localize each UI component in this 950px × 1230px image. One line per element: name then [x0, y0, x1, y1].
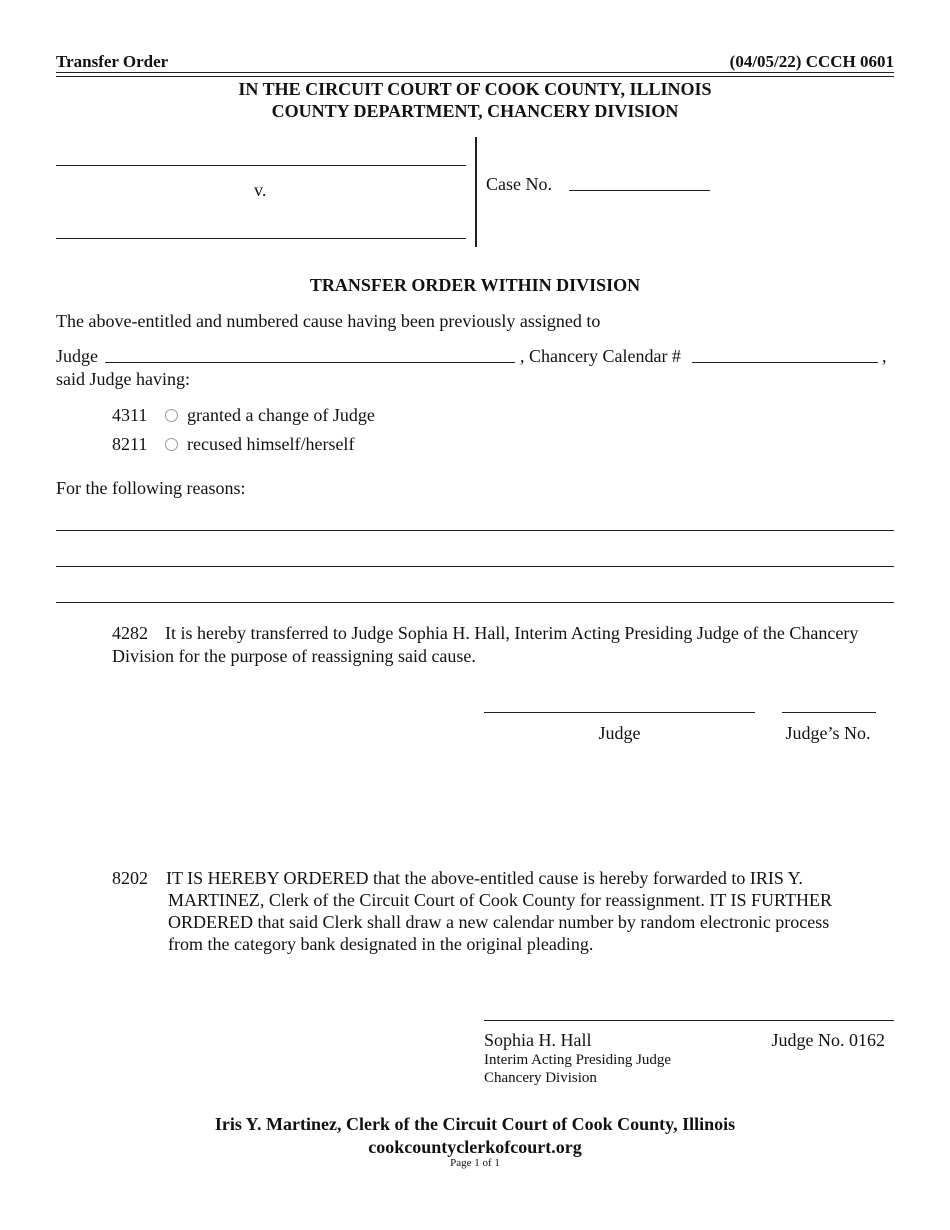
transfer-text-line2: Division for the purpose of reassigning said cause. — [112, 646, 476, 666]
reasons-line-2[interactable] — [56, 566, 894, 567]
court-division: COUNTY DEPARTMENT, CHANCERY DIVISION — [271, 101, 679, 121]
form-title: Transfer Order — [56, 52, 169, 71]
option-label-recused: recused himself/herself — [187, 434, 355, 454]
order-title: TRANSFER ORDER WITHIN DIVISION — [309, 275, 641, 295]
footer-website[interactable]: cookcountyclerkofcourt.org — [368, 1137, 582, 1157]
judge-number-label: Judge’s No. — [785, 723, 871, 743]
judge-number-line[interactable] — [782, 712, 876, 713]
header-rule-top — [56, 72, 894, 73]
form-code: (04/05/22) CCCH 0601 — [729, 52, 894, 71]
transfer-text-line1: It is hereby transferred to Judge Sophia H. Hall, Interim Acting Presiding Judge of the Chancery — [165, 623, 859, 643]
forward-text-line1: IT IS HEREBY ORDERED that the above-entitled cause is hereby forwarded to IRIS Y. — [166, 868, 803, 888]
caption-divider — [475, 137, 477, 247]
versus-label: v. — [254, 180, 267, 200]
reasons-label: For the following reasons: — [56, 478, 246, 498]
radio-change-of-judge[interactable] — [165, 409, 178, 422]
transfer-code: 4282 — [112, 623, 148, 643]
forward-code: 8202 — [112, 868, 148, 888]
intro-text: The above-entitled and numbered cause having been previously assigned to — [56, 311, 601, 331]
court-name: IN THE CIRCUIT COURT OF COOK COUNTY, ILLINOIS — [238, 79, 712, 99]
signer-title: Interim Acting Presiding Judge — [484, 1052, 672, 1068]
judge-signature-line[interactable] — [484, 712, 755, 713]
plaintiff-field[interactable] — [56, 165, 466, 166]
signer-judge-no: Judge No. 0162 — [771, 1030, 885, 1050]
reasons-line-1[interactable] — [56, 530, 894, 531]
presiding-judge-signature-line[interactable] — [484, 1020, 894, 1021]
reasons-line-3[interactable] — [56, 602, 894, 603]
option-label-change-of-judge: granted a change of Judge — [187, 405, 375, 425]
forward-text-line2: MARTINEZ, Clerk of the Circuit Court of Cook County for reassignment. IT IS FURTHER — [168, 890, 832, 910]
radio-recused[interactable] — [165, 438, 178, 451]
forward-text-line3: ORDERED that said Clerk shall draw a new calendar number by random electronic process — [168, 912, 830, 932]
judge-name-field[interactable] — [105, 362, 515, 363]
case-no-field[interactable] — [569, 190, 710, 191]
option-code-8211: 8211 — [112, 434, 148, 454]
page-number: Page 1 of 1 — [450, 1157, 500, 1169]
signer-division: Chancery Division — [484, 1070, 597, 1086]
case-no-label: Case No. — [486, 174, 552, 194]
header-rule-bottom — [56, 76, 894, 77]
calendar-label: , Chancery Calendar # — [520, 346, 681, 366]
trailing-comma: , — [882, 346, 887, 366]
forward-text-line4: from the category bank designated in the original pleading. — [168, 934, 594, 954]
defendant-field[interactable] — [56, 238, 466, 239]
signer-name: Sophia H. Hall — [484, 1030, 592, 1050]
judge-label: Judge — [56, 346, 98, 366]
judge-signature-label: Judge — [598, 723, 641, 743]
option-code-4311: 4311 — [112, 405, 148, 425]
calendar-number-field[interactable] — [692, 362, 878, 363]
said-judge-text: said Judge having: — [56, 369, 190, 389]
footer-clerk: Iris Y. Martinez, Clerk of the Circuit Court of Cook County, Illinois — [214, 1114, 736, 1134]
